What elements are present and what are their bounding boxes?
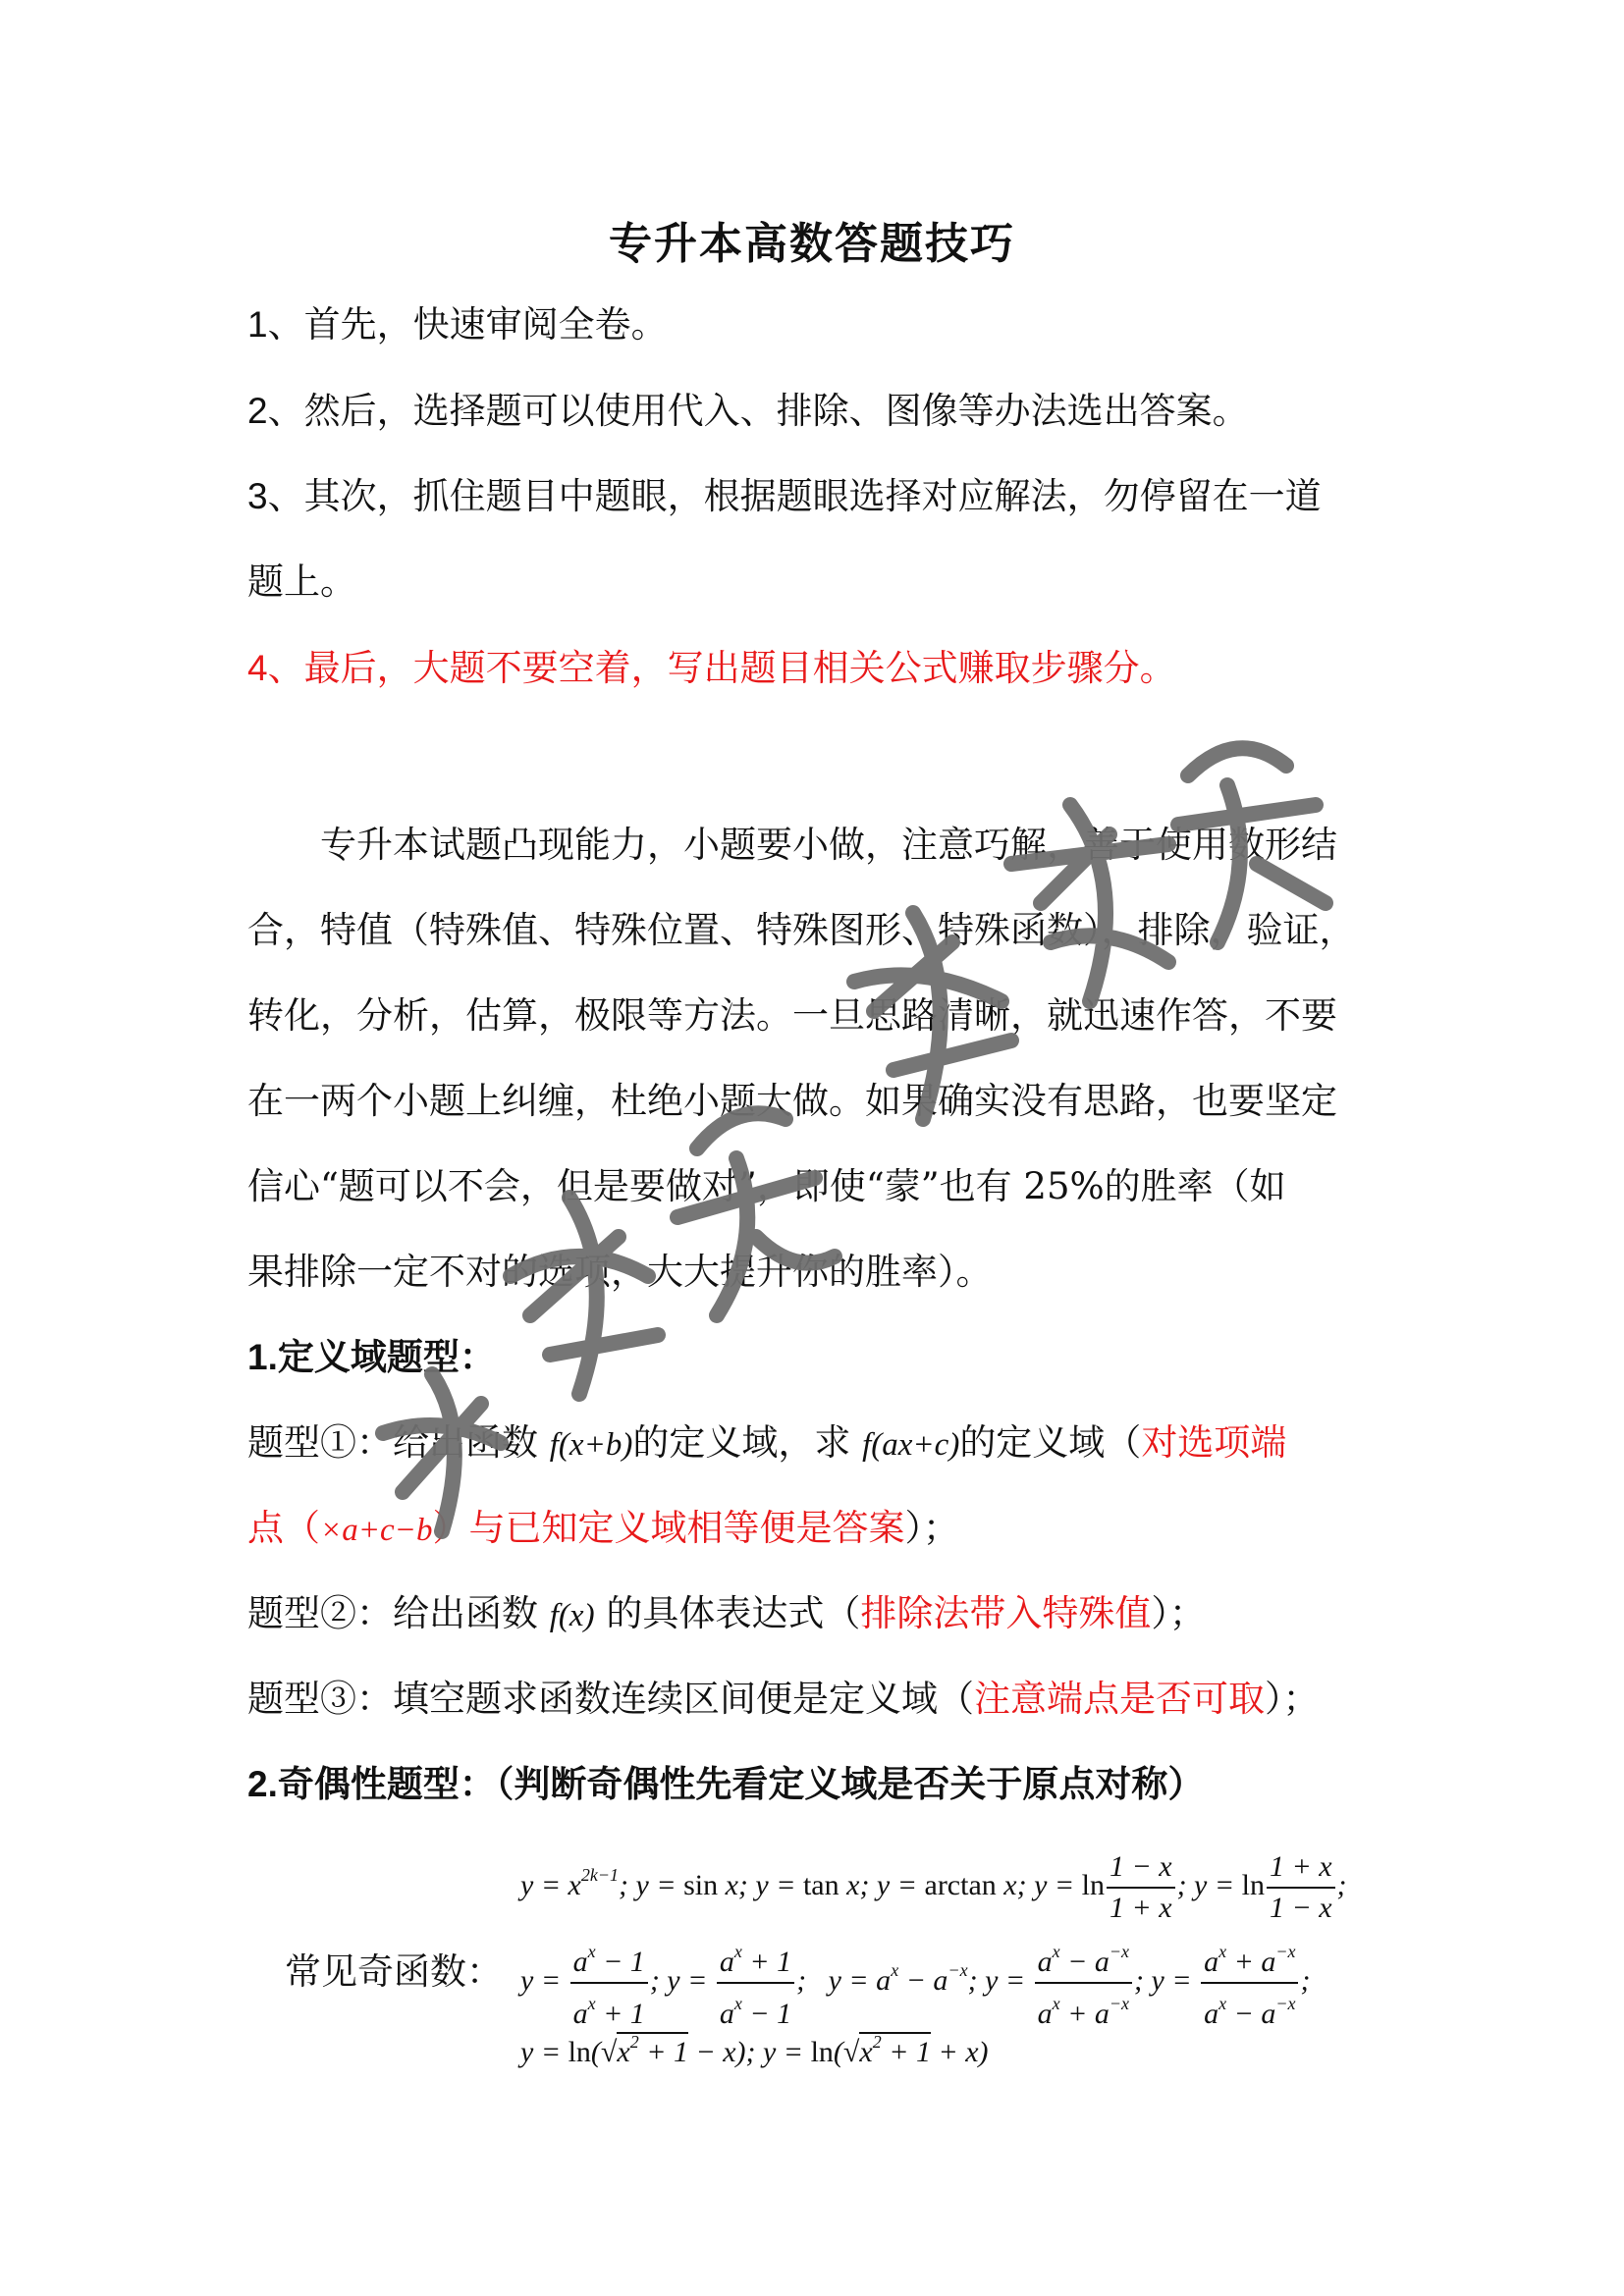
paragraph-line: 在一两个小题上纠缠，杜绝小题大做。如果确实没有思路，也要坚定 <box>247 1080 1337 1122</box>
tip-2 <box>247 390 1249 432</box>
q3-prefix: 题型③：填空题求函数连续区间便是定义域（ <box>247 1678 974 1720</box>
domain-question-1-continued <box>247 1507 959 1549</box>
section-heading: 1.定义域题型： <box>247 1337 496 1377</box>
tip-text: 、然后，选择题可以使用代入、排除、图像等办法选出答案。 <box>267 390 1249 432</box>
q1-end: ）； <box>904 1507 959 1549</box>
tip-text: 、首先，快速审阅全卷。 <box>267 303 668 346</box>
q1-hint: 对选项端 <box>1141 1421 1287 1464</box>
q3-hint: 注意端点是否可取 <box>974 1678 1265 1720</box>
tip-number: 4 <box>247 648 268 688</box>
tip-3 <box>247 475 1322 517</box>
math-expression: ×a+c−b <box>320 1513 433 1548</box>
paragraph-line: 信心“题可以不会，但是要做对”，即使“蒙”也有 25%的胜率（如 <box>247 1165 1286 1207</box>
q1-hint: 点（ <box>247 1507 320 1549</box>
q1-hint: ）与已知定义域相等便是答案 <box>432 1507 905 1549</box>
domain-question-2 <box>247 1592 1206 1634</box>
tip-1 <box>247 303 668 346</box>
paragraph-line: 转化，分析，估算，极限等方法。一旦思路清晰，就迅速作答，不要 <box>247 994 1337 1037</box>
q2-hint: 排除法带入特殊值 <box>860 1592 1152 1634</box>
tip-number: 1 <box>247 304 268 345</box>
q2-prefix: 题型②：给出函数 <box>247 1592 538 1634</box>
tip-4 <box>247 647 1176 689</box>
domain-question-3 <box>247 1678 1320 1720</box>
paragraph-line: 果排除一定不对的选项，大大提升你的胜率）。 <box>247 1251 993 1293</box>
math-expression: f(x+b) <box>549 1427 633 1463</box>
q3-end: ）； <box>1265 1678 1320 1720</box>
tip-3-continued <box>247 561 356 603</box>
odd-function-formula-row-3: $y = \ln(√x^2 + 1 - x)$; $y = \ln(√x^2 + 1 + x)$ <box>520 2032 989 2068</box>
q2-end: ）； <box>1151 1592 1206 1634</box>
paragraph-line: 专升本试题凸现能力，小题要小做，注意巧解，善于使用数形结 <box>320 824 1337 866</box>
q1-suffix: 的定义域（ <box>959 1421 1142 1464</box>
section-heading: 2.奇偶性题型：（判断奇偶性先看定义域是否关于原点对称） <box>247 1764 1205 1804</box>
math-expression: f(ax+c) <box>862 1427 960 1463</box>
document-title: 专升本高数答题技巧 <box>609 219 1015 269</box>
tip-number: 2 <box>247 391 268 431</box>
paragraph-line: 合，特值（特殊值、特殊位置、特殊图形、特殊函数），排除，验证， <box>247 909 1356 951</box>
tip-text: 题上。 <box>247 561 356 603</box>
domain-question-1 <box>247 1421 1287 1464</box>
tip-text: 、其次，抓住题目中题眼，根据题眼选择对应解法，勿停留在一道 <box>267 475 1322 517</box>
q1-prefix: 题型①：给出函数 <box>247 1421 538 1464</box>
tip-number: 3 <box>247 476 268 516</box>
odd-function-formula-row-2: y = $\frac{a^x - 1}{a^x + 1}$ ; y = $\frac{a^x + 1}{a^x - 1}$ ; $y = a^x - a^{-x}$; y = $\frac{a^x - a^{-x}}{a^x + a^{-x}}$ ; y = $\frac{a^x + a^{-x}}{a^x - a^{-x}}$ ; <box>520 1932 1310 2034</box>
odd-functions-label: 常见奇函数： <box>285 1950 503 1993</box>
q1-mid: 的定义域，求 <box>632 1421 851 1464</box>
tip-text: 、最后，大题不要空着，写出题目相关公式赚取步骤分。 <box>267 647 1176 689</box>
odd-function-formula-row-1: $y = x^{2k-1}$; y = sin x; y = tan x; y = arctan x; y = ln $\frac{1 - x}{1 + x}$ ; y = ln $\frac{1 + x}{1 - x}$ ; <box>520 1847 1347 1928</box>
q2-mid: 的具体表达式（ <box>606 1592 861 1634</box>
math-expression: f(x) <box>549 1598 595 1633</box>
